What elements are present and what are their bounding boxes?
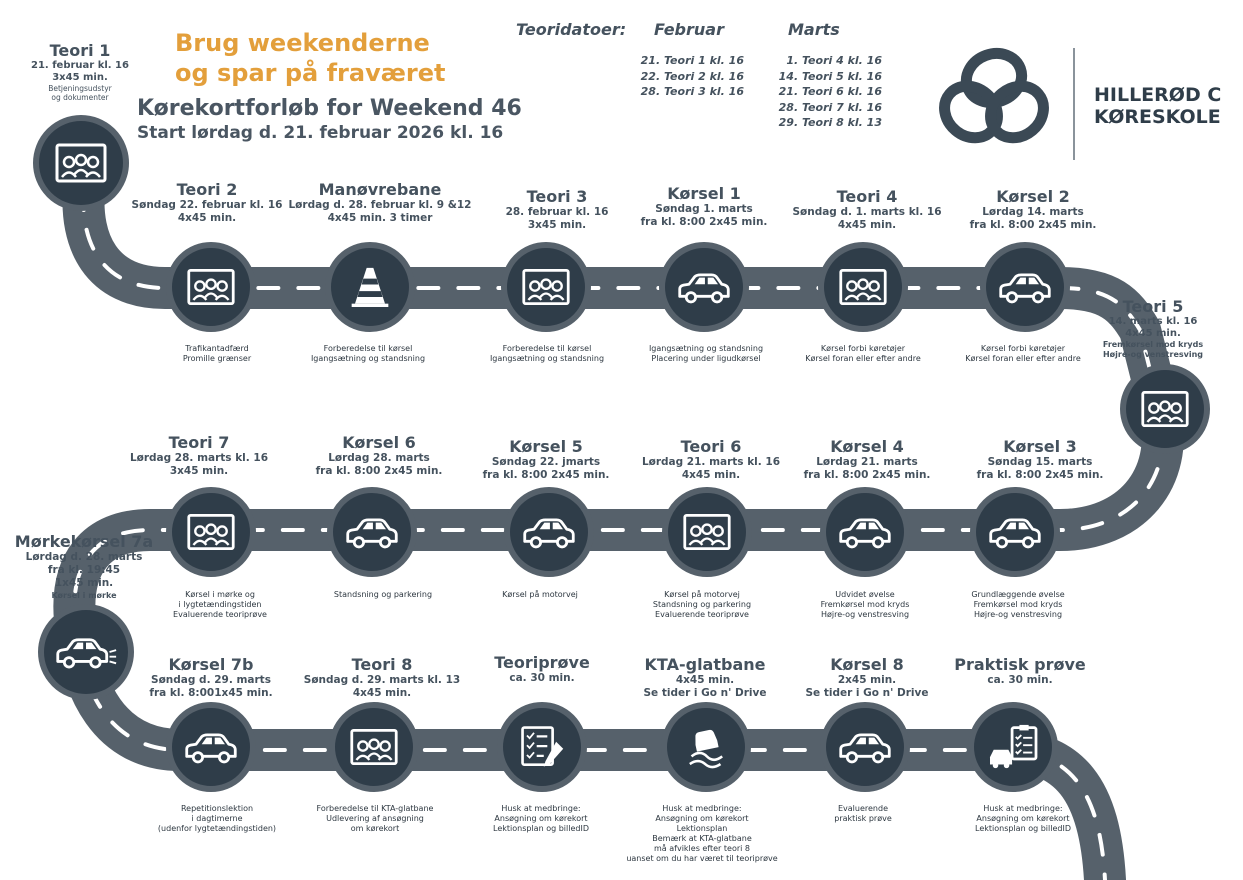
node-koersel-3 [970,487,1060,577]
station-info: Søndag d. 29. marts fra kl. 8:001x45 min. [149,674,273,699]
node-teori-7 [166,487,256,577]
station-info: Lørdag 21. marts kl. 16 4x45 min. [641,456,781,481]
station-desc: Forberedelse til kørsel Igangsætning og standsning [310,344,426,363]
date-item: 22. Teori 2 kl. 16 [640,69,744,83]
station-info: ca. 30 min. [987,674,1053,686]
node-praktisk-proeve [968,702,1058,792]
station-teori-2 [112,181,302,225]
node-teori-4 [818,242,908,332]
station-title: Manøvrebane [318,180,442,199]
node-manoevrebane [325,242,415,332]
station-desc: Trafikantadfærd Promille grænser [182,344,252,363]
station-teoriproeve [447,654,637,685]
station-desc: Fremkørsel mod kryds Højre-og venstresving [1102,340,1204,359]
classroom-icon [521,267,571,307]
node-koersel-5 [504,487,594,577]
classroom-icon [682,512,732,552]
station-title: Kørsel 7b [168,655,254,674]
station-desc: Betjeningsudstyr og dokumenter [48,84,112,102]
station-desc: Husk at medbringe: Ansøgning om kørekort Lektionsplan Bemærk at KTA-glatbane må afvikles efter teori 8 uanset om du har været til teoriprøve [626,804,778,863]
logo-text [1094,84,1221,128]
station-teori-4 [772,188,962,232]
traffic-cone-icon [350,265,390,309]
station-info: 2x45 min. Se tider i Go n' Drive [805,674,929,699]
station-desc: Forberedelse til kørsel Igangsætning og standsning [489,344,605,363]
station-info: Søndag d. 1. marts kl. 16 4x45 min. [792,206,942,231]
car-clipboard-icon [987,724,1039,770]
skidding-car-icon [683,724,729,770]
station-title: Teori 8 [351,655,413,674]
station-title: Teori 1 [49,41,111,60]
station-title: Teori 3 [526,187,588,206]
station-info: 4x45 min. Se tider i Go n' Drive [643,674,767,699]
station-desc: Repetitionslektion i dagtimerne (udenfor lygtetændingstiden) [157,804,277,833]
node-koersel-7b [166,702,256,792]
logo-divider [1073,48,1075,160]
date-item: 28. Teori 3 kl. 16 [640,85,744,98]
station-title: Kørsel 4 [830,437,904,456]
month-february: Februar [654,20,724,39]
logo-line1: HILLERØD C [1094,84,1222,106]
station-koersel-6 [284,434,474,478]
month-march: Marts [788,20,840,39]
checklist-pen-icon [519,724,565,770]
station-title: Teori 2 [176,180,238,199]
station-desc: Kørsel i mørke og i lygtetændingstiden Evaluerende teoriprøve [173,590,267,619]
classroom-icon [349,727,399,767]
station-info: Lørdag d. 28. marts fra kl. 19:45 1x45 min. [25,551,143,589]
station-desc: Husk at medbringe: Ansøgning om kørekort Lektionsplan og billedID [493,804,589,833]
car-icon [837,513,893,551]
theory-dates-label: Teoridatoer: [516,20,627,39]
node-teori-2 [166,242,256,332]
march-dates-list [758,53,882,131]
node-teori-8 [329,702,419,792]
headline-line1: Brug weekenderne [175,29,430,57]
station-title: Teoriprøve [494,653,590,672]
station-koersel-2 [938,188,1128,232]
triple-ring-logo-icon [935,40,1053,152]
station-desc: Standsning og parkering [333,590,433,599]
station-title: Mørkekørsel 7a [14,532,154,551]
car-icon [987,513,1043,551]
course-line1: Kørekortforløb for Weekend 46 [137,96,522,121]
node-kta-glatbane [661,702,751,792]
february-dates-list [620,53,744,100]
node-koersel-8 [820,702,910,792]
node-teori-5 [1120,364,1210,454]
car-icon [344,513,400,551]
station-desc: Kørsel forbi køretøjer Kørsel foran eller efter andre [965,344,1081,363]
node-koersel-2 [980,242,1070,332]
station-desc: Igangsætning og standsning Placering under ligudkørsel [648,344,764,363]
car-icon [997,268,1053,306]
station-koersel-1 [609,185,799,229]
station-title: Praktisk prøve [954,655,1086,674]
station-info: Lørdag 28. marts fra kl. 8:00 2x45 min. [315,452,443,477]
station-info: Lørdag 14. marts fra kl. 8:00 2x45 min. [969,206,1097,231]
course-line2: Start lørdag d. 21. februar 2026 kl. 16 [137,123,504,143]
station-info: Søndag 22. februar kl. 16 4x45 min. [131,199,283,224]
station-manoevrebane [285,181,475,225]
station-koersel-5 [451,438,641,482]
car-headlights-icon [54,633,118,671]
station-title: Kørsel 5 [509,437,583,456]
node-teori-6 [662,487,752,577]
logo-line2: KØRESKOLE [1094,106,1221,128]
node-teoriproeve [497,702,587,792]
date-item: 28. Teori 7 kl. 16 [778,100,882,114]
station-title: Teori 4 [836,187,898,206]
station-desc: Grundlæggende øvelse Fremkørsel mod kryds Højre-og venstresving [971,590,1065,619]
date-item: 1. Teori 4 kl. 16 [786,54,882,67]
classroom-icon [54,141,108,185]
station-desc: Kørsel forbi køretøjer Kørsel foran eller efter andre [805,344,921,363]
date-item: 21. Teori 1 kl. 16 [640,54,744,67]
node-teori-3 [501,242,591,332]
station-info: Lørdag 28. marts kl. 16 3x45 min. [129,452,269,477]
station-title: Teori 5 [1122,297,1184,316]
classroom-icon [186,267,236,307]
car-icon [676,268,732,306]
station-desc: Kørsel på motorvej Standsning og parkering Evaluerende teoriprøve [652,590,752,619]
node-moerkekoersel-7a [38,604,134,700]
date-item: 14. Teori 5 kl. 16 [778,69,882,83]
station-teori-7 [104,434,294,478]
station-title: KTA-glatbane [644,655,766,674]
classroom-icon [1140,389,1190,429]
headline [175,28,445,88]
station-koersel-7b [116,656,306,700]
car-icon [521,513,577,551]
station-info: Søndag 22. jmarts fra kl. 8:00 2x45 min. [482,456,610,481]
station-info: Søndag d. 29. marts kl. 13 4x45 min. [303,674,461,699]
station-praktisk-proeve [925,656,1115,687]
station-title: Kørsel 6 [342,433,416,452]
headline-line2: og spar på fraværet [175,59,446,87]
station-title: Teori 7 [168,433,230,452]
course-title [137,96,522,144]
station-info: Søndag 1. marts fra kl. 8:00 2x45 min. [640,203,768,228]
date-item: 21. Teori 6 kl. 16 [778,85,882,98]
station-desc: Forberedelse til KTA-glatbane Udlevering af ansøgning om kørekort [316,804,434,833]
station-title: Kørsel 3 [1003,437,1077,456]
station-info: ca. 30 min. [509,672,575,684]
station-desc: Udvidet øvelse Fremkørsel mod kryds Højre-og venstresving [820,590,910,619]
station-koersel-3 [945,438,1135,482]
station-teori-1 [0,42,175,102]
station-title: Kørsel 1 [667,184,741,203]
node-koersel-6 [327,487,417,577]
station-desc: Husk at medbringe: Ansøgning om kørekort Lektionsplan og billedID [975,804,1071,833]
node-koersel-4 [820,487,910,577]
station-info: 28. februar kl. 16 3x45 min. [505,206,609,231]
station-desc: Evaluerende praktisk prøve [834,804,892,823]
station-desc: Kørsel i mørke [51,591,117,600]
station-title: Teori 6 [680,437,742,456]
station-info: 14. marts kl. 16 4x45 min. [1108,316,1198,339]
station-info: 21. februar kl. 16 3x45 min. [31,60,129,83]
station-info: Lørdag d. 28. februar kl. 9 &12 4x45 min. 3 timer [288,199,472,224]
classroom-icon [186,512,236,552]
classroom-icon [838,267,888,307]
station-desc: Kørsel på motorvej [502,590,578,599]
car-icon [837,728,893,766]
date-item: 29. Teori 8 kl. 13 [778,116,882,129]
station-info: Søndag 15. marts fra kl. 8:00 2x45 min. [976,456,1104,481]
node-koersel-1 [659,242,749,332]
station-info: Lørdag 21. marts fra kl. 8:00 2x45 min. [803,456,931,481]
car-icon [183,728,239,766]
station-title: Kørsel 8 [830,655,904,674]
node-teori-1 [33,115,129,211]
station-teori-6 [616,438,806,482]
station-title: Kørsel 2 [996,187,1070,206]
